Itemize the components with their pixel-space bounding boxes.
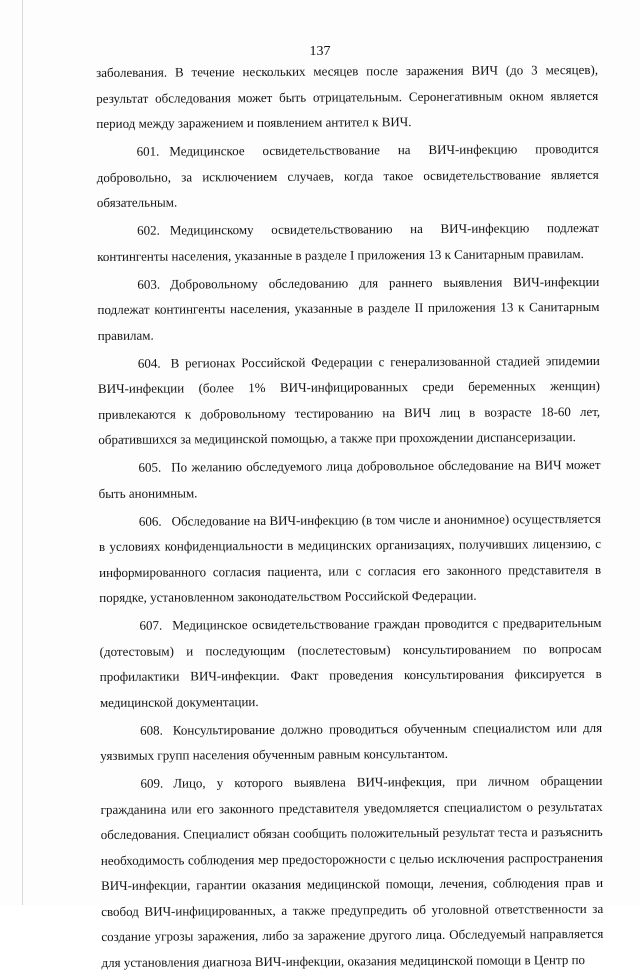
paragraph-number: 605.: [138, 459, 162, 475]
paragraph-607: [99, 610, 602, 715]
paragraph-continuation: [96, 57, 598, 137]
paragraph-604: [98, 347, 601, 452]
paragraph-text: Медицинское освидетельствование на ВИЧ-инфекцию проводится добровольно, за исключением случаев, когда такое освидетельствование является обязательным.: [96, 140, 599, 210]
paragraph-text: Лицо, у которого выявлена ВИЧ-инфекция, при личном обращении гражданина или его законного представителя уведомляется специалистом о результатах обследования. Специалист обязан сообщить положительный результат теста и разъяснить необходимость соблюдения мер предосторожности с целью исключения распространения ВИЧ-инфекции, гарантии оказания медицинской помощи, лечения, соблюдения прав и свобод ВИЧ-инфицированных, а также предупредить об уголовной ответственности за создание угрозы заражения, либо за заражение другого лица. Обследуемый направляется для установления диагноза ВИЧ-инфекции, оказания медицинской помощи в Центр по: [100, 772, 604, 970]
paragraph-number: 604.: [137, 355, 161, 371]
paragraph-number: 607.: [139, 617, 163, 633]
page-number: 137: [309, 44, 331, 59]
paragraph-608: [100, 714, 602, 768]
scan-edge-line: [22, 0, 23, 905]
paragraph-text: Медицинское освидетельствование граждан проводится с предварительным (дотестовым) и последующим (послетестовым) консультированием по вопросам профилактики ВИЧ-инфекции. Факт проведения консультирования фиксируется в медицинской документации.: [99, 614, 602, 710]
paragraph-text: Добровольному обследованию для раннего выявления ВИЧ-инфекции подлежат контингенты населения, указанные в разделе II приложения 13 к Санитарным правилам.: [97, 273, 600, 343]
paragraph-603: [97, 268, 599, 348]
paragraph-number: 602.: [136, 222, 160, 238]
paragraph-text: Обследование на ВИЧ-инфекцию (в том числе и анонимное) осуществляется в условиях конфиденциальности в медицинских организациях, получивших лицензию, с информированного согласия пациента, или с согласия его законного представителя в порядке, установленном законодательством Российской Федерации.: [98, 510, 602, 605]
paragraph-609: [100, 768, 603, 975]
paragraph-606: [99, 505, 602, 610]
paragraph-602: [97, 215, 599, 269]
paragraph-number: 609.: [140, 775, 164, 791]
paragraph-number: 601.: [136, 143, 160, 159]
paragraph-text: заболевания. В течение нескольких месяцев после заражения ВИЧ (до 3 месяцев), результат обследования может быть отрицательным. Серонегативным окном является период между заражением и появлением антител к ВИЧ.: [96, 61, 599, 131]
paragraph-text: Медицинскому освидетельствованию на ВИЧ-инфекцию подлежат контингенты населения, указанные в разделе I приложения 13 к Санитарным правилам.: [97, 219, 600, 264]
paragraph-601: [96, 136, 598, 216]
paragraph-number: 603.: [137, 276, 161, 292]
paragraph-number: 606.: [138, 513, 162, 529]
paragraph-text: Консультирование должно проводиться обученным специалистом или для уязвимых групп населения обученным равным консультантом.: [100, 719, 603, 763]
paragraph-number: 608.: [140, 722, 163, 738]
document-body: [96, 57, 604, 977]
paragraph-text: По желанию обследуемого лица добровольное обследование на ВИЧ может быть анонимным.: [98, 456, 601, 501]
paragraph-605: [98, 452, 600, 506]
paragraph-text: В регионах Российской Федерации с генерализованной стадией эпидемии ВИЧ-инфекции (более 1% ВИЧ-инфицированных среди беременных женщин) привлекаются к добровольному тестированию на ВИЧ лиц в возрасте 18-60 лет, обратившихся за медицинской помощью, а также при прохождении диспансеризации.: [97, 352, 601, 447]
